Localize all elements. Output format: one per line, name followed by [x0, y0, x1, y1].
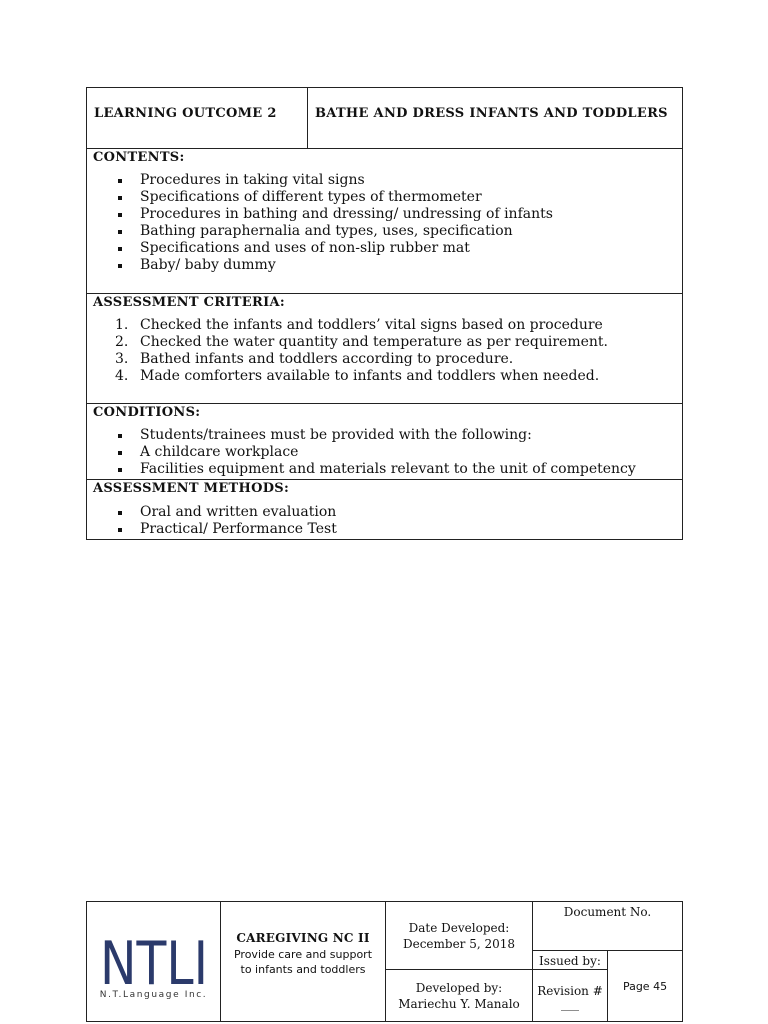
page-number: Page 45 [622, 979, 668, 993]
list-item: Practical/ Performance Test [87, 521, 682, 538]
contents-row [87, 149, 683, 294]
list-item: 2. Checked the water quantity and temperature as per requirement. [115, 334, 608, 350]
issued-by-cell [533, 951, 608, 970]
contents-section [87, 149, 683, 294]
criteria-text: Checked the water quantity and temperature as per requirement. [140, 334, 608, 350]
logo-cell [87, 902, 221, 1022]
list-item: A childcare workplace [87, 444, 682, 461]
document-no-label: Document No. [563, 905, 652, 919]
document-no-cell [533, 902, 683, 951]
list-item: 3. Bathed infants and toddlers according to procedure. [115, 351, 514, 367]
conditions-section [87, 404, 683, 480]
date-developed-cell [386, 902, 533, 970]
assessment-methods-title: ASSESSMENT METHODS: [93, 481, 290, 496]
revision-cell [533, 970, 608, 1022]
conditions-row [87, 404, 683, 480]
list-item: Specifications and uses of non-slip rubber mat [87, 240, 682, 257]
criteria-text: Checked the infants and toddlers’ vital signs based on procedure [140, 317, 603, 333]
assessment-criteria-title: ASSESSMENT CRITERIA: [93, 295, 285, 310]
methods-list [87, 504, 682, 538]
assessment-criteria-section [87, 294, 683, 404]
list-item: Procedures in bathing and dressing/ undressing of infants [87, 206, 682, 223]
list-item: Students/trainees must be provided with the following: [87, 427, 682, 444]
contents-title: CONTENTS: [93, 150, 185, 165]
logo-subtitle: N.T.Language Inc. [99, 989, 208, 1000]
list-item: Oral and written evaluation [87, 504, 682, 521]
list-item: Bathing paraphernalia and types, uses, specification [87, 223, 682, 240]
criteria-row [87, 294, 683, 404]
criteria-list [87, 317, 682, 385]
learning-outcome-label: LEARNING OUTCOME 2 [94, 106, 277, 121]
list-item: Specifications of different types of thermometer [87, 189, 682, 206]
logo-text: NTLI [99, 935, 208, 988]
list-item: Baby/ baby dummy [87, 257, 682, 274]
revision-value: ___ [561, 996, 579, 1011]
outcome-title-cell [308, 88, 683, 149]
conditions-list [87, 427, 682, 478]
list-item: Facilities equipment and materials relevant to the unit of competency [87, 461, 682, 478]
developed-by-cell [386, 970, 533, 1022]
ntli-logo [98, 936, 210, 988]
methods-row [87, 480, 683, 540]
course-subtitle: Provide care and support to infants and toddlers [233, 948, 373, 976]
criteria-text: Made comforters available to infants and toddlers when needed. [140, 368, 600, 384]
course-cell [221, 902, 386, 1022]
date-developed: Date Developed: December 5, 2018 [402, 920, 516, 951]
learning-outcome-cell [87, 88, 308, 149]
course-title: CAREGIVING NC II [236, 931, 370, 945]
criteria-text: Bathed infants and toddlers according to procedure. [140, 351, 514, 367]
learning-outcome-table [86, 87, 683, 540]
revision-label: Revision # [537, 983, 603, 998]
conditions-title: CONDITIONS: [93, 405, 201, 420]
list-item: 1. Checked the infants and toddlers’ vital signs based on procedure [115, 317, 603, 333]
list-item: Procedures in taking vital signs [87, 172, 682, 189]
issued-by-label: Issued by: [539, 954, 601, 968]
developed-by: Developed by: Mariechu Y. Manalo [398, 980, 520, 1011]
page-number-cell [608, 951, 683, 1022]
contents-list [87, 172, 682, 274]
outcome-title: BATHE AND DRESS INFANTS AND TODDLERS [315, 106, 668, 121]
assessment-methods-section [87, 480, 683, 540]
list-item: 4. Made comforters available to infants and toddlers when needed. [115, 368, 600, 384]
document-footer [86, 901, 683, 1022]
header-row [87, 88, 683, 149]
